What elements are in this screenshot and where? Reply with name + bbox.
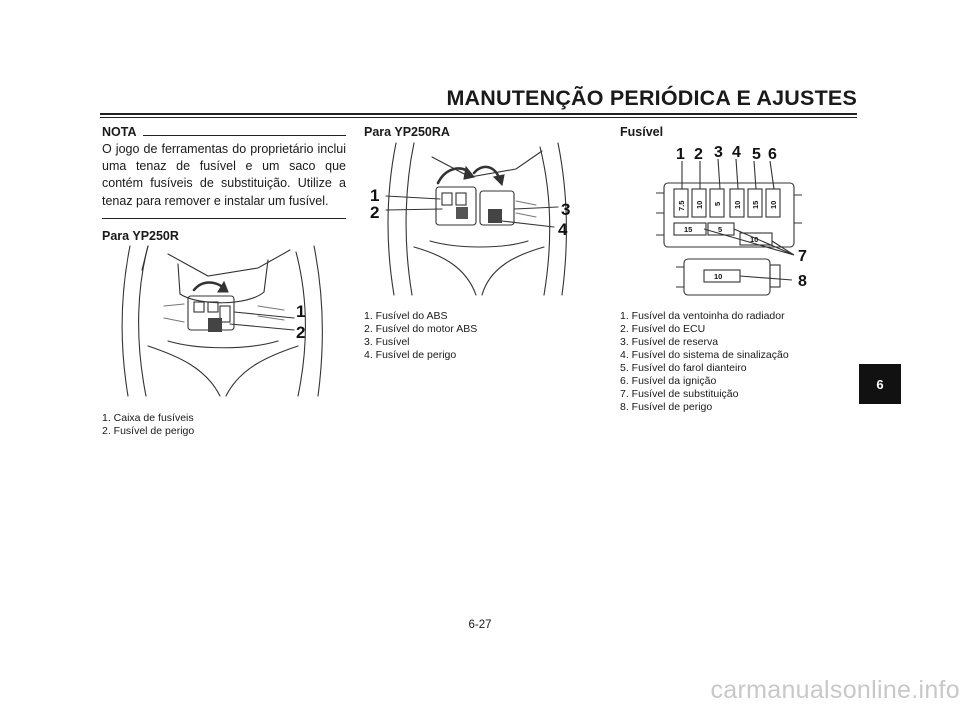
fusivel-caption-item: 1. Fusível da ventoinha do radiador <box>620 310 785 322</box>
yp250ra-caption-item: 3. Fusível <box>364 336 410 348</box>
fuse-label: 5 <box>718 225 723 234</box>
fuse-label: 10 <box>733 200 742 209</box>
nota-section <box>102 125 346 219</box>
yp250r-caption-item: 2. Fusível de perigo <box>102 425 195 437</box>
fuse-callout-1: 1 <box>676 146 685 163</box>
fuse-label: 10 <box>714 272 723 281</box>
yp250ra-callout-4: 4 <box>558 220 568 239</box>
fuse-callout-4: 4 <box>732 144 741 161</box>
fuse-box-diagram <box>644 143 816 303</box>
yp250ra-caption-item: 2. Fusível do motor ABS <box>364 323 478 335</box>
yp250r-callout-2: 2 <box>296 323 306 342</box>
fusivel-caption-item: 8. Fusível de perigo <box>620 401 713 413</box>
nota-text: O jogo de ferramentas do proprietário inclui uma tenaz de fusível e um saco que contém fusíveis de substituição. Utilize a tenaz para remover e instalar um fusível. <box>102 142 346 208</box>
fuse-label: 15 <box>684 225 693 234</box>
yp250ra-figure <box>366 143 588 299</box>
fusivel-caption-item: 3. Fusível de reserva <box>620 336 719 348</box>
fuse-label: 15 <box>751 200 760 209</box>
fusivel-caption-item: 2. Fusível do ECU <box>620 323 706 335</box>
yp250ra-caption-item: 1. Fusível do ABS <box>364 310 448 322</box>
fusivel-caption-list <box>620 310 789 414</box>
page-number: 6-27 <box>468 619 492 631</box>
fusivel-caption-item: 6. Fusível da ignição <box>620 375 717 387</box>
fusivel-heading: Fusível <box>620 125 664 139</box>
fuse-label: 5 <box>713 201 722 206</box>
fuse-callout-6: 6 <box>768 146 777 163</box>
yp250ra-callout-3: 3 <box>561 200 571 219</box>
yp250r-caption-item: 1. Caixa de fusíveis <box>102 412 194 424</box>
yp250r-caption-list <box>102 412 194 438</box>
nota-end-rule <box>102 218 346 219</box>
fusivel-caption-item: 7. Fusível de substituição <box>620 388 739 400</box>
fusivel-caption-item: 5. Fusível do farol dianteiro <box>620 362 747 374</box>
yp250r-figure <box>108 246 336 401</box>
yp250ra-caption-list <box>364 310 477 362</box>
fuse-label: 10 <box>769 200 778 209</box>
watermark: carmanualsonline.info <box>710 676 960 704</box>
fuse-callout-2: 2 <box>694 146 703 163</box>
yp250r-callout-1: 1 <box>296 302 306 321</box>
fuse-callout-7: 7 <box>798 248 807 265</box>
fuse-callout-8: 8 <box>798 273 807 290</box>
fuse-label: 7.5 <box>677 200 686 211</box>
fuse-label: 10 <box>695 200 704 209</box>
page-header-title: MANUTENÇÃO PERIÓDICA E AJUSTES <box>446 86 857 110</box>
chapter-tab: 6 <box>859 364 901 404</box>
yp250ra-callout-1: 1 <box>370 186 380 205</box>
fuse-callout-5: 5 <box>752 146 761 163</box>
nota-heading: NOTA <box>102 125 137 139</box>
yp250ra-heading: Para YP250RA <box>364 125 450 139</box>
yp250ra-caption-item: 4. Fusível de perigo <box>364 349 457 361</box>
fuse-callout-3: 3 <box>714 144 723 161</box>
nota-heading-rule <box>143 135 347 136</box>
yp250ra-callout-2: 2 <box>370 203 380 222</box>
yp250r-heading: Para YP250R <box>102 229 179 243</box>
header-rule-thin <box>100 117 857 118</box>
fusivel-caption-item: 4. Fusível do sistema de sinalização <box>620 349 789 361</box>
header-rule <box>100 113 857 115</box>
fuse-label: 10 <box>750 235 759 244</box>
